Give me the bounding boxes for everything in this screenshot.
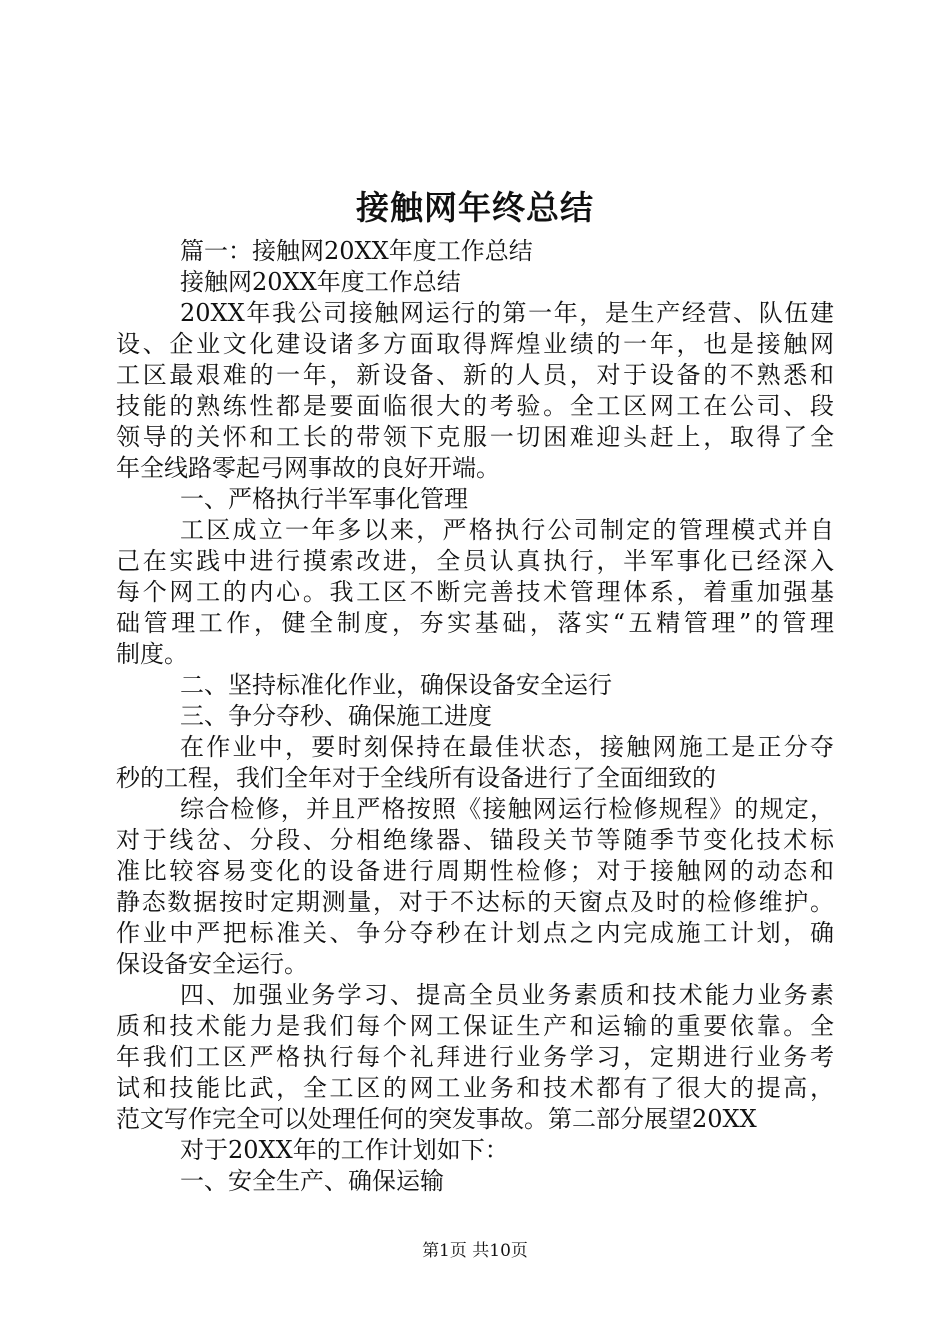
document-title: 接触网年终总结	[356, 188, 594, 227]
text-line: 一、安全生产、确保运输	[180, 1167, 444, 1195]
text-line: 保设备安全运行。	[116, 950, 308, 978]
text-line: 设、企业文化建设诸多方面取得辉煌业绩的一年，也是接触网	[116, 330, 834, 358]
text-line: 静态数据按时定期测量，对于不达标的天窗点及时的检修维护。	[116, 888, 834, 916]
text-line: 准比较容易变化的设备进行周期性检修；对于接触网的动态和	[116, 857, 834, 885]
text-line: 20XX年我公司接触网运行的第一年，是生产经营、队伍建	[180, 299, 834, 327]
text-line: 综合检修，并且严格按照《接触网运行检修规程》的规定，	[180, 795, 834, 823]
text-line: 工区成立一年多以来，严格执行公司制定的管理模式并自	[180, 516, 834, 544]
text-line: 年全线路零起弓网事故的良好开端。	[116, 454, 500, 482]
text-line: 每个网工的内心。我工区不断完善技术管理体系，着重加强基	[116, 578, 834, 606]
text-line: 三、争分夺秒、确保施工进度	[180, 702, 492, 730]
document-body	[116, 236, 834, 1197]
text-line: 二、坚持标准化作业，确保设备安全运行	[180, 671, 612, 699]
text-line: 础管理工作，健全制度，夯实基础，落实“五精管理”的管理	[116, 609, 834, 637]
page-footer: 第1页 共10页	[422, 1241, 528, 1261]
text-line: 技能的熟练性都是要面临很大的考验。全工区网工在公司、段	[116, 392, 834, 420]
text-line: 试和技能比武，全工区的网工业务和技术都有了很大的提高，	[116, 1074, 834, 1102]
text-line: 制度。	[116, 640, 188, 668]
text-line: 篇一：接触网20XX年度工作总结	[180, 237, 533, 265]
text-line: 范文写作完全可以处理任何的突发事故。第二部分展望20XX	[116, 1105, 757, 1133]
text-line: 对于线岔、分段、分相绝缘器、锚段关节等随季节变化技术标	[116, 826, 834, 854]
text-line: 工区最艰难的一年，新设备、新的人员，对于设备的不熟悉和	[116, 361, 834, 389]
text-line: 四、加强业务学习、提高全员业务素质和技术能力业务素	[180, 981, 834, 1009]
text-line: 领导的关怀和工长的带领下克服一切困难迎头赶上，取得了全	[116, 423, 834, 451]
text-line: 一、严格执行半军事化管理	[180, 485, 468, 513]
text-line: 质和技术能力是我们每个网工保证生产和运输的重要依靠。全	[116, 1012, 834, 1040]
text-line: 年我们工区严格执行每个礼拜进行业务学习，定期进行业务考	[116, 1043, 834, 1071]
text-line: 己在实践中进行摸索改进，全员认真执行，半军事化已经深入	[116, 547, 834, 575]
text-line: 在作业中，要时刻保持在最佳状态，接触网施工是正分夺	[180, 733, 834, 761]
text-line: 对于20XX年的工作计划如下：	[180, 1136, 509, 1164]
text-line: 作业中严把标准关、争分夺秒在计划点之内完成施工计划，确	[116, 919, 834, 947]
text-line: 接触网20XX年度工作总结	[180, 268, 461, 296]
text-line: 秒的工程，我们全年对于全线所有设备进行了全面细致的	[116, 764, 716, 792]
